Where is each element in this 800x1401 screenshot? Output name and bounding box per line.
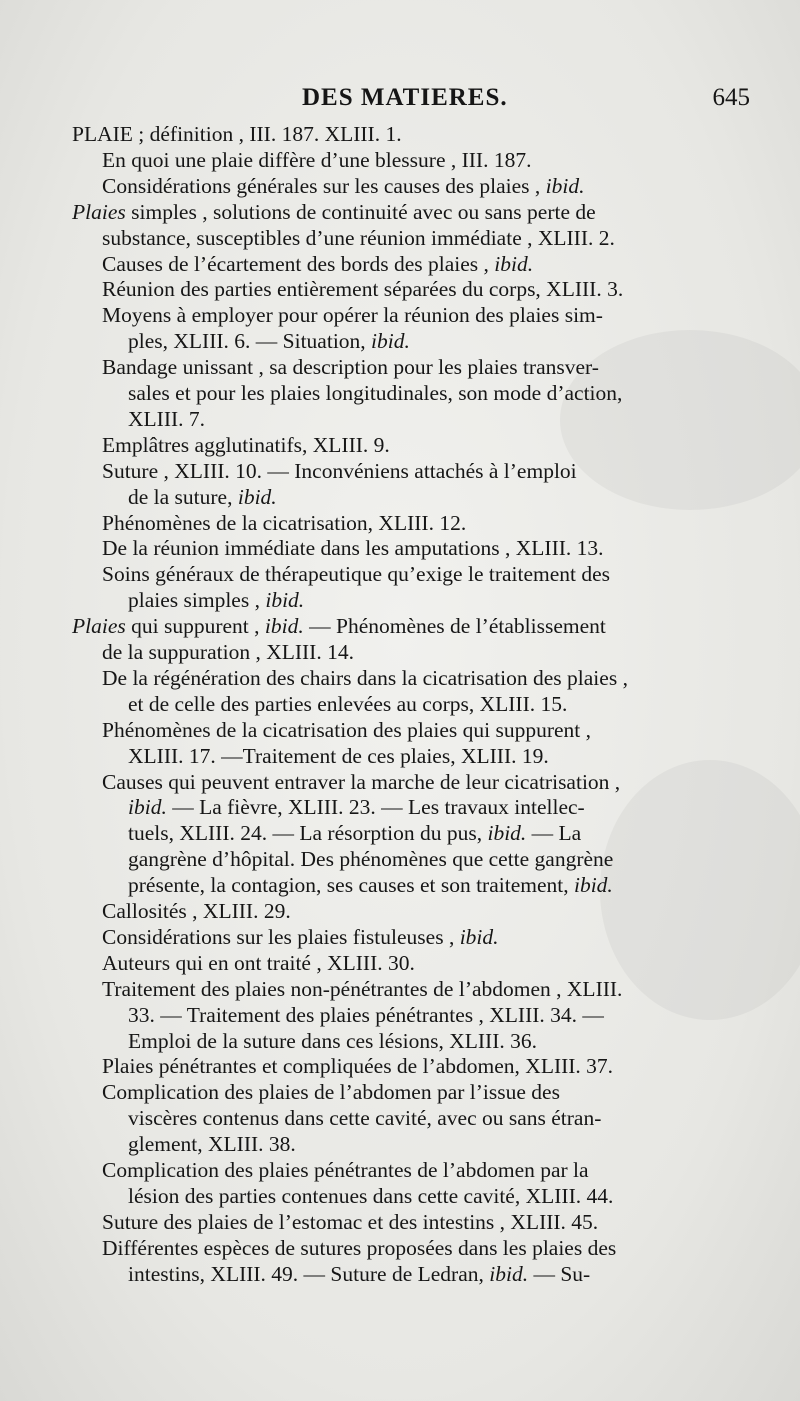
index-line (128, 1105, 601, 1131)
line-text: Suture des plaies de l’estomac et des intestins , XLIII. 45. (102, 1209, 599, 1234)
index-line (102, 458, 577, 484)
index-line (102, 535, 604, 561)
running-header (70, 84, 760, 120)
italic-text: ibid. (265, 588, 305, 613)
index-line (128, 872, 613, 898)
line-text: Causes qui peuvent entraver la marche de leur cicatrisation , (102, 769, 621, 794)
index-line (72, 199, 596, 225)
line-text: — Phénomènes de l’établissement (303, 614, 606, 639)
index-line (128, 406, 205, 432)
italic-text: ibid. (489, 1261, 529, 1286)
line-text: 33. — Traitement des plaies pénétrantes , XLIII. 34. — (128, 1002, 604, 1027)
line-text: gangrène d’hôpital. Des phénomènes que cette gangrène (128, 847, 614, 872)
line-text: En quoi une plaie diffère d’une blessure , III. 187. (102, 147, 532, 172)
index-line (102, 225, 615, 251)
line-text: Moyens à employer pour opérer la réunion des plaies sim- (102, 303, 603, 328)
index-line (102, 173, 584, 199)
line-text: Phénomènes de la cicatrisation, XLIII. 12. (102, 510, 467, 535)
index-line (72, 613, 606, 639)
index-line (102, 769, 620, 795)
index-line (102, 276, 623, 302)
index-line (128, 380, 622, 406)
line-text: substance, susceptibles d’une réunion immédiate , XLIII. 2. (102, 225, 615, 250)
line-text: Suture , XLIII. 10. — Inconvéniens attachés à l’emploi (102, 458, 577, 483)
index-line (102, 639, 354, 665)
line-text: présente, la contagion, ses causes et son traitement, (128, 873, 574, 898)
line-text: qui suppurent , (125, 614, 265, 639)
line-text: XLIII. 7. (128, 406, 206, 431)
index-line (102, 354, 599, 380)
index-line (128, 587, 304, 613)
index-line (128, 1002, 604, 1028)
line-text: et de celle des parties enlevées au corps, XLIII. 15. (128, 691, 568, 716)
index-line (128, 820, 581, 846)
index-line (102, 898, 291, 924)
line-text: Phénomènes de la cicatrisation des plaies qui suppurent , (102, 717, 591, 742)
line-text: Différentes espèces de sutures proposées dans les plaies des (102, 1235, 617, 1260)
index-line (102, 432, 390, 458)
line-text: Complication des plaies de l’abdomen par l’issue des (102, 1080, 560, 1105)
line-text: Causes de l’écartement des bords des plaies , (102, 251, 495, 276)
italic-text: ibid. (128, 795, 167, 820)
italic-text: ibid. (459, 924, 499, 949)
paper-stain (600, 760, 800, 1020)
index-line (128, 1028, 537, 1054)
index-line (102, 1209, 598, 1235)
line-text: Callosités , XLIII. 29. (102, 899, 291, 923)
index-line (128, 1183, 613, 1209)
index-line (102, 1157, 589, 1183)
italic-text: ibid. (545, 173, 585, 198)
index-line (102, 302, 603, 328)
line-text: PLAIE ; définition , III. 187. XLIII. 1. (72, 122, 402, 146)
line-text: de la suture, (128, 484, 238, 509)
index-line (102, 717, 591, 743)
page-number: 645 (712, 84, 750, 111)
index-line (128, 484, 277, 510)
index-line (102, 147, 531, 173)
line-text: tuels, XLIII. 24. — La résorption du pus, (128, 821, 488, 846)
index-line (102, 950, 415, 976)
italic-text: ibid. (264, 614, 304, 639)
index-line (128, 691, 567, 717)
header-title: DES MATIERES. (302, 84, 508, 111)
line-text: sales et pour les plaies longitudinales, son mode d’action, (128, 381, 623, 405)
line-text: Traitement des plaies non-pénétrantes de l’abdomen , XLIII. (102, 976, 623, 1001)
line-text: ples, XLIII. 6. — Situation, (128, 329, 372, 354)
index-line (102, 976, 622, 1002)
italic-text: ibid. (573, 873, 613, 898)
line-text: lésion des parties contenues dans cette cavité, XLIII. 44. (128, 1183, 614, 1208)
line-text: de la suppuration , XLIII. 14. (102, 640, 354, 664)
line-text: viscères contenus dans cette cavité, avec ou sans étran- (128, 1106, 602, 1131)
line-text: XLIII. 17. —Traitement de ces plaies, XLIII. 19. (128, 743, 549, 768)
index-line (128, 794, 585, 820)
line-text: glement, XLIII. 38. (128, 1132, 296, 1157)
line-text: — La fièvre, XLIII. 23. — Les travaux intellec- (166, 795, 585, 820)
italic-text: ibid. (237, 484, 277, 509)
line-text: plaies simples , (128, 588, 266, 613)
line-text: — La (526, 821, 582, 846)
italic-text: ibid. (494, 251, 534, 276)
line-text: Auteurs qui en ont traité , XLIII. 30. (102, 950, 415, 975)
index-line (102, 665, 628, 691)
line-text: intestins, XLIII. 49. — Suture de Ledran, (128, 1261, 490, 1286)
line-text: Emplâtres agglutinatifs, XLIII. 9. (102, 432, 390, 457)
index-line (128, 1261, 590, 1287)
index-line (102, 1235, 616, 1261)
line-text: Soins généraux de thérapeutique qu’exige le traitement des (102, 562, 611, 587)
index-line (102, 561, 610, 587)
line-text: Considérations sur les plaies fistuleuses , (102, 924, 460, 949)
line-text: De la régénération des chairs dans la cicatrisation des plaies , (102, 665, 628, 690)
index-line (128, 743, 549, 769)
index-line (128, 846, 613, 872)
line-text: De la réunion immédiate dans les amputations , XLIII. 13. (102, 536, 604, 561)
index-line (72, 121, 402, 147)
italic-text: Plaies (72, 199, 126, 224)
line-text: — Su- (528, 1261, 591, 1286)
index-line (128, 1131, 296, 1157)
line-text: Complication des plaies pénétrantes de l’abdomen par la (102, 1158, 589, 1182)
index-line (102, 251, 533, 277)
index-line (102, 510, 466, 536)
index-line (102, 1053, 613, 1079)
italic-text: Plaies (72, 614, 126, 639)
line-text: simples , solutions de continuité avec ou sans perte de (125, 199, 596, 224)
line-text: Considérations générales sur les causes des plaies , (102, 173, 546, 198)
line-text: Bandage unissant , sa description pour les plaies transver- (102, 355, 599, 380)
line-text: Réunion des parties entièrement séparées du corps, XLIII. 3. (102, 277, 624, 302)
line-text: Emploi de la suture dans ces lésions, XLIII. 36. (128, 1028, 538, 1053)
italic-text: ibid. (371, 329, 410, 354)
index-line (102, 924, 499, 950)
index-line (102, 1079, 560, 1105)
line-text: Plaies pénétrantes et compliquées de l’abdomen, XLIII. 37. (102, 1054, 614, 1079)
italic-text: ibid. (487, 821, 527, 846)
index-line (128, 328, 410, 354)
